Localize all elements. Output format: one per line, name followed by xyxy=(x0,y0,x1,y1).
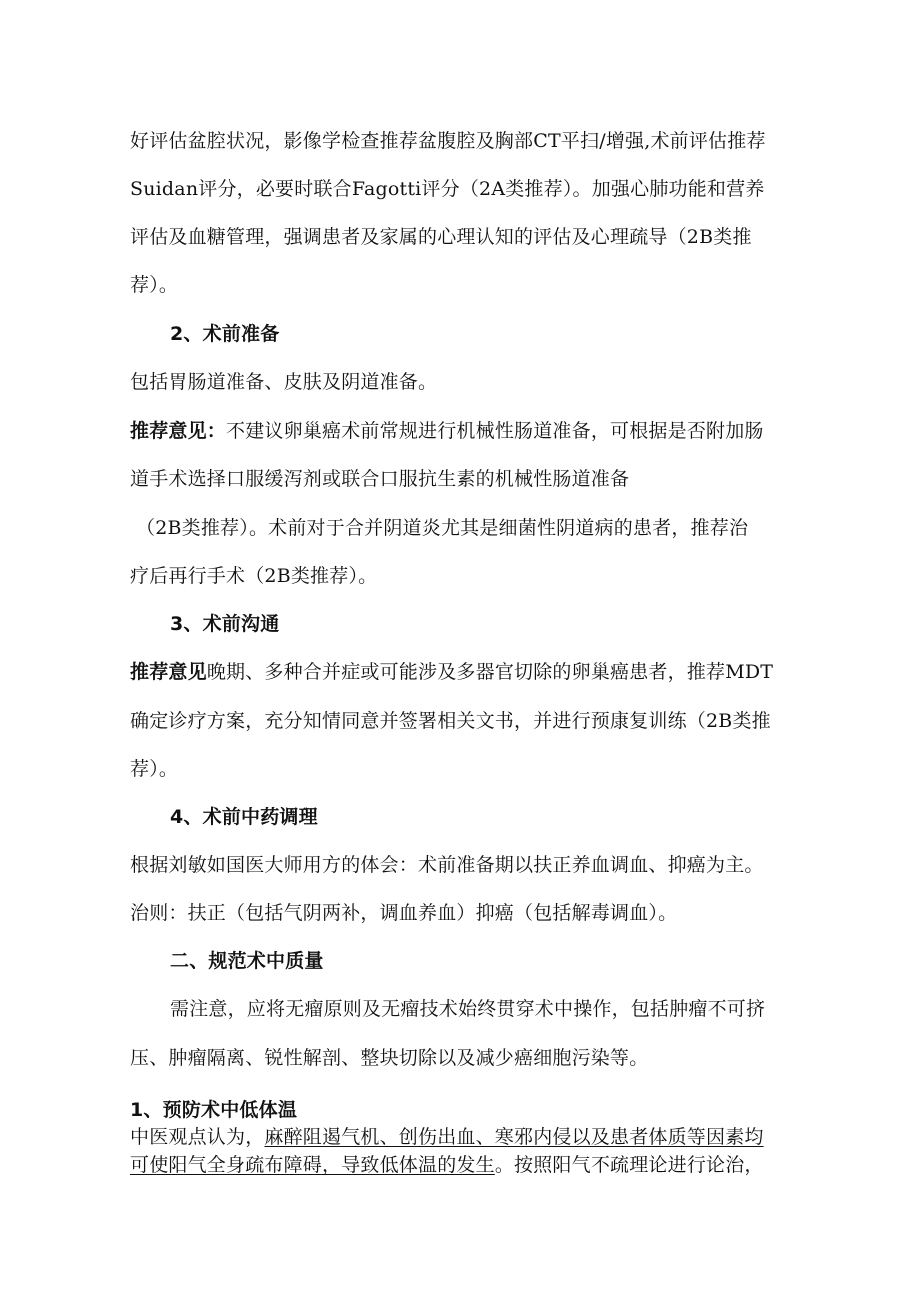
text-span: 中医观点认为， xyxy=(130,1126,265,1148)
paragraph-line: 好评估盆腔状况，影像学检查推荐盆腹腔及胸部CT平扫/增强,术前评估推荐 xyxy=(130,130,766,152)
paragraph-line: 荐）。 xyxy=(130,274,179,296)
paragraph-line: 根据刘敏如国医大师用方的体会：术前准备期以扶正养血调血、抑癌为主。 xyxy=(130,854,764,876)
section-heading: 4、术前中药调理 xyxy=(170,806,318,828)
section-heading: 3、术前沟通 xyxy=(170,613,280,635)
text-span: 。按照阳气不疏理论进行论治， xyxy=(494,1154,764,1176)
part-heading: 二、规范术中质量 xyxy=(170,950,324,972)
recommendation-text: 晚期、多种合并症或可能涉及多器官切除的卵巢癌患者，推荐MDT xyxy=(206,661,774,683)
paragraph-line: 道手术选择口服缓泻剂或联合口服抗生素的机械性肠道准备 xyxy=(130,468,630,490)
paragraph-line: 疗后再行手术（2B类推荐）。 xyxy=(130,565,378,587)
recommendation-label: 推荐意见 xyxy=(130,661,207,683)
paragraph-line: 治则：扶正（包括气阴两补，调血养血）抑癌（包括解毒调血）。 xyxy=(130,902,678,924)
recommendation-line xyxy=(130,418,764,444)
underlined-text: 可使阳气全身疏布障碍，导致低体温的发生 xyxy=(130,1154,495,1176)
underlined-text: 麻醉阻遏气机、创伤出血、寒邪内侵以及患者体质等因素均 xyxy=(264,1126,764,1148)
paragraph-line xyxy=(130,1124,764,1150)
paragraph-line: 荐）。 xyxy=(130,758,179,780)
paragraph-line: 需注意，应将无瘤原则及无瘤技术始终贯穿术中操作，包括肿瘤不可挤 xyxy=(170,998,766,1020)
recommendation-label: 推荐意见： xyxy=(130,420,227,442)
recommendation-text: 不建议卵巢癌术前常规进行机械性肠道准备，可根据是否附加肠 xyxy=(226,420,764,442)
paragraph-line: 评估及血糖管理，强调患者及家属的心理认知的评估及心理疏导（2B类推 xyxy=(130,226,752,248)
paragraph-line: Suidan评分，必要时联合Fagotti评分（2A类推荐）。加强心肺功能和营养 xyxy=(130,178,765,200)
paragraph-line: 压、肿瘤隔离、锐性解剖、整块切除以及减少癌细胞污染等。 xyxy=(130,1047,649,1069)
paragraph-line xyxy=(130,1152,764,1178)
paragraph-line: （2B类推荐）。术前对于合并阴道炎尤其是细菌性阴道病的患者，推荐治 xyxy=(136,517,749,539)
paragraph-line: 包括胃肠道准备、皮肤及阴道准备。 xyxy=(130,371,438,393)
section-heading: 2、术前准备 xyxy=(170,323,280,345)
section-heading: 1、预防术中低体温 xyxy=(130,1099,298,1121)
paragraph-line: 确定诊疗方案，充分知情同意并签署相关文书，并进行预康复训练（2B类推 xyxy=(130,710,771,732)
recommendation-line xyxy=(130,659,773,685)
